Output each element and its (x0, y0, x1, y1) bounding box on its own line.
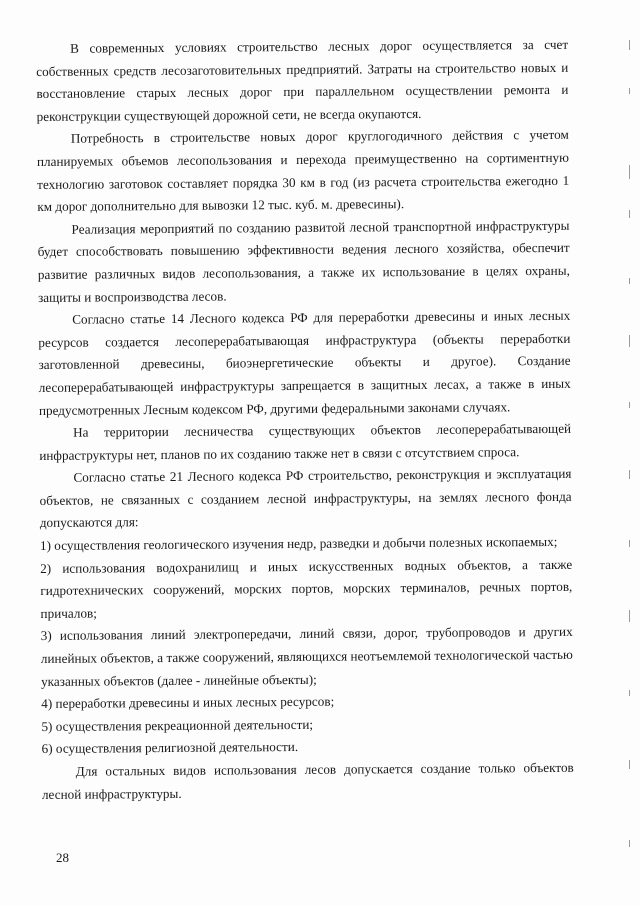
list-item: 5) осуществления рекреационной деятельности; (41, 716, 314, 734)
closing-paragraph: Для остальных видов использования лесов допускается создание только объектов лесной инфраструктуры. (41, 759, 574, 802)
list-item: 2) использования водохранилищ и иных искусственных водных объектов, а также гидротехнических сооружений, морских портов, морских терминалов, речных портов, причалов; (40, 556, 573, 621)
list-item: 6) осуществления религиозной деятельности. (41, 739, 299, 757)
list-item: 3) использования линий электропередачи, линий связи, дорог, трубопроводов и других линейных объектов, а также сооружений, являющихся неотъемлемой технологической частью указанных объектов (далее - линейные объекты); (40, 624, 573, 689)
paragraph: Реализация мероприятий по созданию развитой лесной транспортной инфраструктуры будет способствовать повышению эффективности ведения лесного хозяйства, обеспечит развитие различных видов лесопользования, а также их использование в целях охраны, защиты и воспроизводства лесов. (37, 217, 570, 305)
paragraph: Согласно статье 14 Лесного кодекса РФ для переработки древесины и иных лесных ресурсов создается лесоперерабатывающая инфраструктура (объекты переработки заготовленной древесины, биоэнергетические объекты и другое). Создание лесоперерабатывающей инфраструктуры запрещается в защитных лесах, а также в иных предусмотренных Лесным кодексом РФ, другими федеральными законами случаях. (38, 307, 571, 418)
list-item: 1) осуществления геологического изучения недр, разведки и добычи полезных ископаемых; (39, 533, 558, 554)
page-body (36, 34, 574, 806)
paragraph: На территории лесничества существующих объектов лесоперерабатывающей инфраструктуры нет, планов по их созданию также нет в связи с отсутствием спроса. (39, 420, 572, 463)
page-number: 28 (56, 850, 69, 865)
paragraph: Согласно статье 21 Лесного кодекса РФ строительство, реконструкция и эксплуатация объектов, не связанных с созданием лесной инфраструктуры, на землях лесного фонда допускаются для: (39, 466, 572, 531)
paragraph: Потребность в строительстве новых дорог круглогодичного действия с учетом планируемых объемов лесопользования и перехода преимущественно на сортиментную технологию заготовок составляет порядка 30 км в год (из расчета строительства ежегодно 1 км дорог дополнительно для вывозки 12 тыс. куб. м. древесины). (36, 127, 570, 215)
list-item: 4) переработки древесины и иных лесных ресурсов; (41, 693, 335, 712)
scan-edge-marks (620, 0, 640, 905)
paragraph: В современных условиях строительство лесных дорог осуществляется за счет собственных средств лесозаготовительных предприятий. Затраты на строительство новых и восстановление старых лесных дорог при параллельном осуществлении ремонта и реконструкции существующей дорожной сети, не всегда окупаются. (36, 36, 569, 124)
